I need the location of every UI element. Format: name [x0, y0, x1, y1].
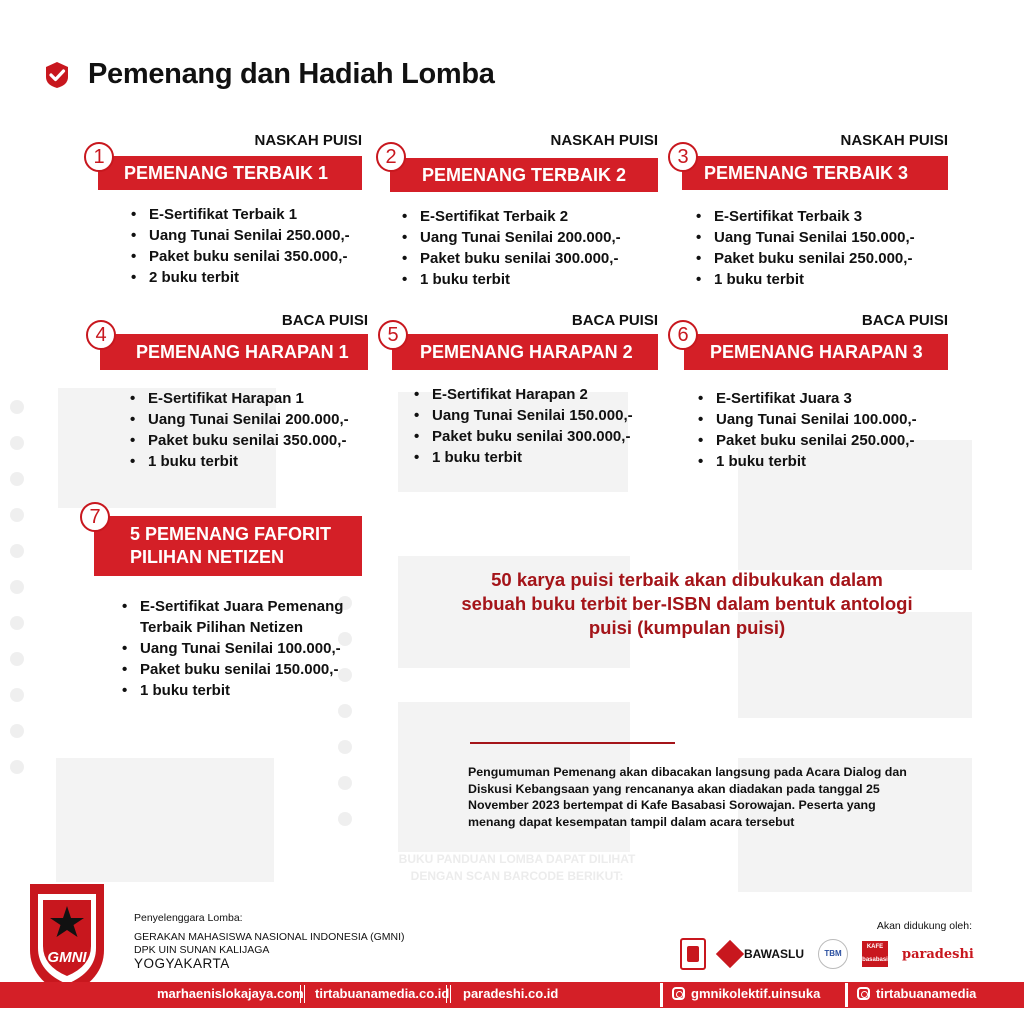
- page-title: Pemenang dan Hadiah Lomba: [88, 58, 495, 90]
- category-label: BACA PUISI: [281, 312, 368, 329]
- rank-number: 6: [668, 320, 698, 350]
- organizer-line: DPK UIN SUNAN KALIJAGA: [134, 944, 270, 956]
- winner-card-2: [376, 132, 658, 292]
- winner-card-4: [86, 312, 368, 472]
- prize-item: • E-Sertifikat Terbaik 1: [131, 204, 350, 225]
- prize-item: • 1 buku terbit: [696, 269, 915, 290]
- prize-item-text: Terbaik Pilihan Netizen: [140, 619, 304, 636]
- check-badge-icon: [42, 60, 72, 90]
- rank-number: 5: [378, 320, 408, 350]
- kafe-basabasi-logo: KAFE basabasi: [862, 941, 888, 967]
- prize-item: • 1 buku terbit: [130, 451, 349, 472]
- prize-item: • Uang Tunai Senilai 200.000,-: [402, 227, 621, 248]
- sponsor-logos: [680, 938, 974, 970]
- footer-link[interactable]: marhaenislokajaya.com: [157, 986, 304, 1001]
- prize-item: • 1 buku terbit: [414, 447, 633, 468]
- background-photo: [56, 758, 274, 882]
- prize-item: • Uang Tunai Senilai 200.000,-: [130, 409, 349, 430]
- organizer-line: GERAKAN MAHASISWA NASIONAL INDONESIA (GMNI): [134, 931, 405, 943]
- prize-item: • E-Sertifikat Juara Pemenang: [122, 596, 343, 617]
- antologi-line: puisi (kumpulan puisi): [588, 617, 786, 638]
- antologi-line: sebuah buku terbit ber-ISBN dalam bentuk antologi: [461, 593, 913, 614]
- instagram-icon: [857, 987, 870, 1000]
- prize-list: [696, 206, 915, 290]
- category-label: NASKAH PUISI: [550, 132, 658, 149]
- tbm-logo: TBM: [818, 939, 848, 969]
- prize-item: • Uang Tunai Senilai 100.000,-: [122, 638, 343, 659]
- organizer-label: Penyelenggara Lomba:: [134, 912, 243, 924]
- prize-title-bar: PEMENANG HARAPAN 3: [684, 334, 948, 370]
- instagram-link[interactable]: [672, 986, 820, 1001]
- prize-item: • E-Sertifikat Terbaik 3: [696, 206, 915, 227]
- antologi-line: 50 karya puisi terbaik akan dibukukan dalam: [491, 569, 883, 590]
- prize-list: [122, 596, 343, 701]
- category-label: NASKAH PUISI: [254, 132, 362, 149]
- guide-note-line: BUKU PANDUAN LOMBA DAPAT DILIHAT: [398, 852, 636, 866]
- winner-card-5: [378, 312, 658, 472]
- footer-link[interactable]: paradeshi.co.id: [463, 986, 559, 1001]
- rank-number: 2: [376, 142, 406, 172]
- prize-title-bar: PEMENANG TERBAIK 1: [98, 156, 362, 190]
- footer-divider: [660, 983, 663, 1007]
- prize-title-bar: PEMENANG TERBAIK 2: [390, 158, 658, 192]
- instagram-icon: [672, 987, 685, 1000]
- bawaslu-text: BAWASLU: [744, 947, 804, 961]
- bawaslu-icon: [716, 940, 744, 968]
- prize-item: • E-Sertifikat Harapan 2: [414, 384, 633, 405]
- winner-card-6: [668, 312, 948, 472]
- prize-item: • Paket buku senilai 350.000,-: [131, 246, 350, 267]
- prize-list: [414, 384, 633, 468]
- prize-item: • 1 buku terbit: [402, 269, 621, 290]
- rank-number: 7: [80, 502, 110, 532]
- prize-title-bar: [94, 516, 362, 576]
- footer-separator: [446, 985, 451, 1003]
- organizer-info: [134, 912, 405, 970]
- prize-item: • E-Sertifikat Harapan 1: [130, 388, 349, 409]
- prize-item: • Uang Tunai Senilai 100.000,-: [698, 409, 917, 430]
- prize-title-line: PILIHAN NETIZEN: [130, 547, 285, 567]
- prize-item: • Paket buku senilai 300.000,-: [414, 426, 633, 447]
- rank-number: 3: [668, 142, 698, 172]
- prize-item: • E-Sertifikat Terbaik 2: [402, 206, 621, 227]
- prize-list: [402, 206, 621, 290]
- support-label: Akan didukung oleh:: [876, 920, 972, 932]
- footer-bar: [0, 982, 1024, 1008]
- prize-title-bar: PEMENANG HARAPAN 2: [392, 334, 658, 370]
- bawaslu-logo: [720, 944, 804, 964]
- paradeshi-logo: paradeshi: [902, 946, 974, 962]
- prize-item: • Uang Tunai Senilai 150.000,-: [414, 405, 633, 426]
- rank-number: 1: [84, 142, 114, 172]
- prize-item-continuation: [122, 617, 343, 638]
- category-label: NASKAH PUISI: [840, 132, 948, 149]
- prize-list: [131, 204, 350, 288]
- instagram-handle: gmnikolektif.uinsuka: [691, 986, 821, 1001]
- footer-divider: [845, 983, 848, 1007]
- guide-note: [392, 851, 642, 885]
- category-label: BACA PUISI: [861, 312, 948, 329]
- prize-list: [698, 388, 917, 472]
- organizer-city: YOGYAKARTA: [134, 956, 230, 971]
- kpu-logo: [680, 938, 706, 970]
- announcement-text: Pengumuman Pemenang akan dibacakan langsung pada Acara Dialog dan Diskusi Kebangsaan yang rencananya akan diadakan pada tanggal 25 November 2023 bertempat di Kafe Basabasi Sorowajan. Peserta yang menang dapat kesempatan tampil dalam acara tersebut: [468, 765, 907, 829]
- prize-item: • Paket buku senilai 250.000,-: [698, 430, 917, 451]
- instagram-link[interactable]: [857, 986, 976, 1001]
- footer-link[interactable]: tirtabuanamedia.co.id: [315, 986, 450, 1001]
- prize-item: • Paket buku senilai 150.000,-: [122, 659, 343, 680]
- footer-separator: [300, 985, 305, 1003]
- page-header: [42, 58, 495, 91]
- winner-card-3: [668, 132, 948, 292]
- prize-item: • E-Sertifikat Juara 3: [698, 388, 917, 409]
- rank-number: 4: [86, 320, 116, 350]
- divider: [470, 742, 675, 744]
- prize-item: • Paket buku senilai 350.000,-: [130, 430, 349, 451]
- prize-item: • Paket buku senilai 300.000,-: [402, 248, 621, 269]
- prize-item: • 2 buku terbit: [131, 267, 350, 288]
- logo-text: GMNI: [47, 949, 87, 966]
- film-strip: [10, 400, 28, 774]
- prize-item: • Paket buku senilai 250.000,-: [696, 248, 915, 269]
- prize-title-line: 5 PEMENANG FAFORIT: [130, 524, 332, 544]
- antologi-notice: [452, 568, 922, 640]
- prize-title-bar: PEMENANG TERBAIK 3: [682, 156, 948, 190]
- winner-card-7: [80, 502, 364, 702]
- prize-item: • Uang Tunai Senilai 150.000,-: [696, 227, 915, 248]
- category-label: BACA PUISI: [571, 312, 658, 329]
- prize-item: • Uang Tunai Senilai 250.000,-: [131, 225, 350, 246]
- gmni-logo: [24, 880, 110, 998]
- prize-title-bar: PEMENANG HARAPAN 1: [100, 334, 368, 370]
- prize-item: • 1 buku terbit: [698, 451, 917, 472]
- prize-list: [130, 388, 349, 472]
- guide-note-line: DENGAN SCAN BARCODE BERIKUT:: [410, 869, 624, 883]
- winner-card-1: [84, 132, 362, 292]
- prize-item: • 1 buku terbit: [122, 680, 343, 701]
- instagram-handle: tirtabuanamedia: [876, 986, 977, 1001]
